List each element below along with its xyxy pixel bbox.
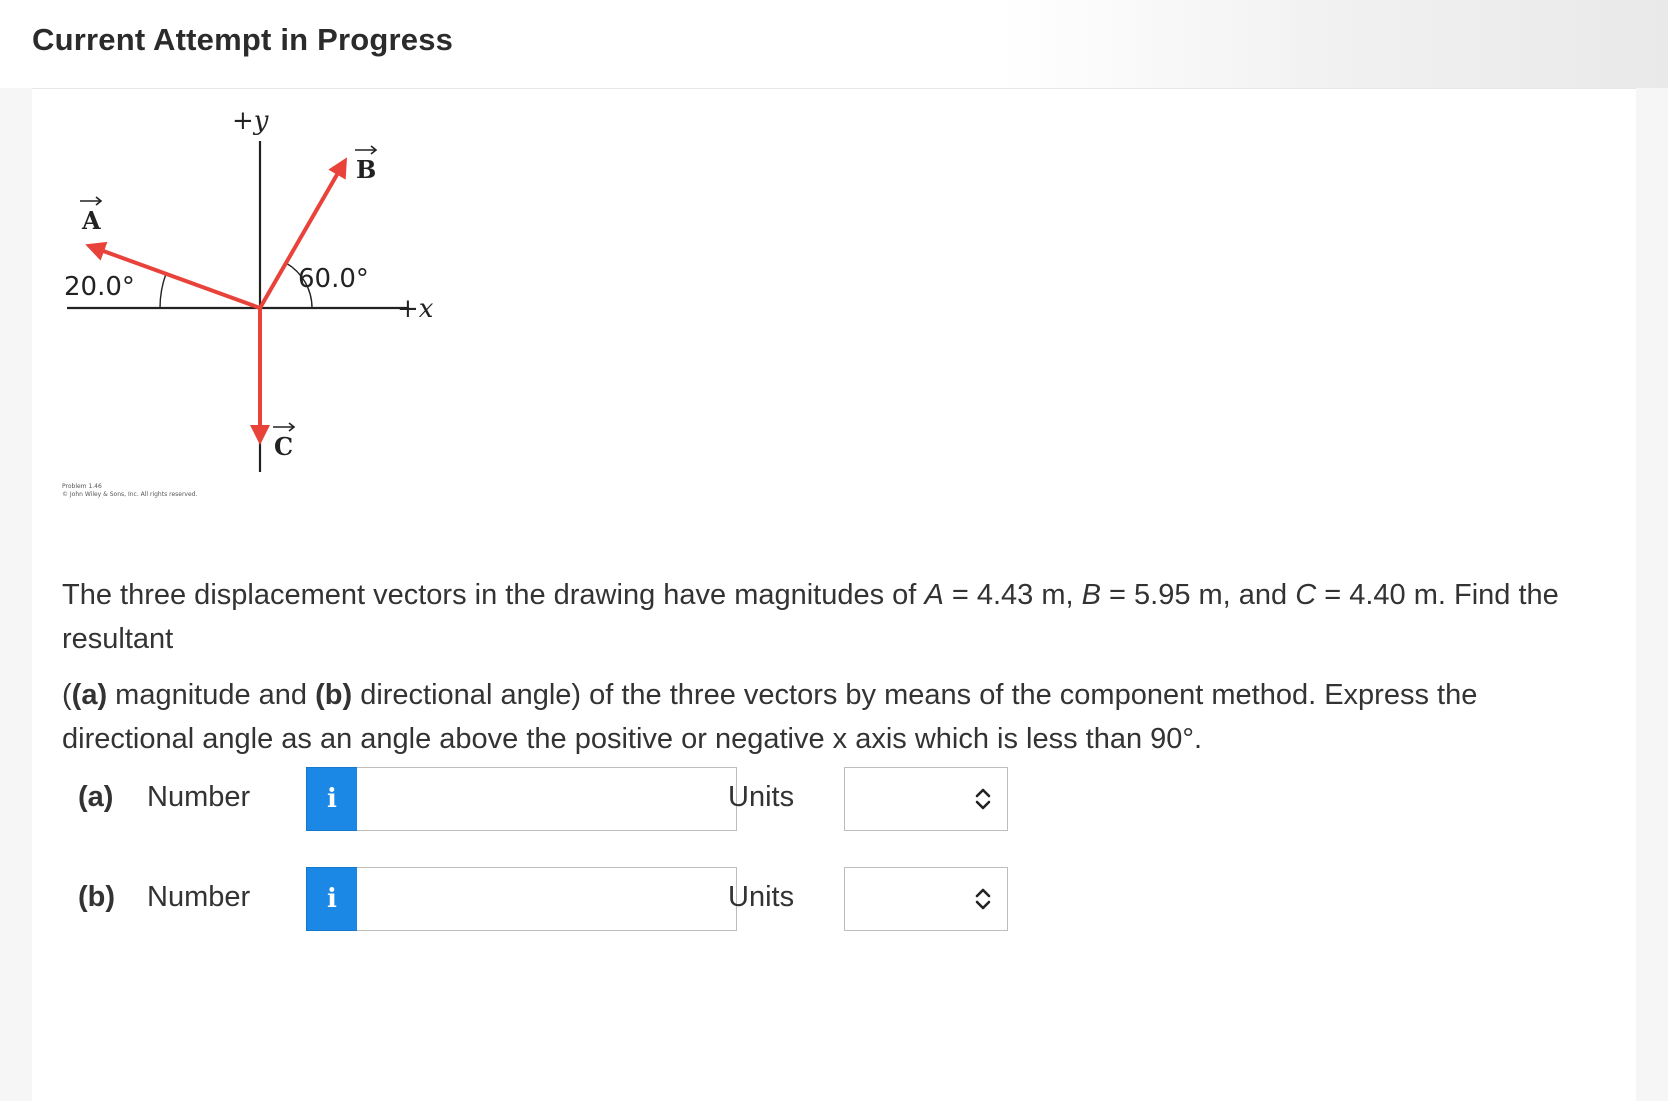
number-label-a: Number bbox=[147, 781, 251, 813]
updown-chevron-icon bbox=[969, 885, 997, 913]
y-axis-label: +y bbox=[232, 106, 269, 136]
vector-a-label bbox=[80, 197, 101, 235]
number-input-a[interactable] bbox=[357, 767, 737, 831]
info-button-a[interactable]: i bbox=[306, 767, 358, 831]
part-b-label: (b) bbox=[78, 881, 116, 913]
question-card bbox=[32, 88, 1636, 1101]
number-input-b[interactable] bbox=[357, 867, 737, 931]
info-button-b[interactable]: i bbox=[306, 867, 358, 931]
vector-c-label bbox=[273, 423, 294, 461]
svg-text:B: B bbox=[356, 155, 377, 184]
problem-paragraph-2: ((a) magnitude and (b) directional angle) of the three vectors by means of the component method. Express the directional angle as an angle above the positive or negative x axis which is less than 90°. bbox=[62, 679, 1478, 755]
problem-paragraph-1: The three displacement vectors in the drawing have magnitudes of A = 4.43 m, B = 5.95 m, and C = 4.40 m. Find the resultant bbox=[62, 579, 1559, 655]
x-axis-label: +x bbox=[397, 294, 434, 324]
angle-arc-a bbox=[160, 274, 166, 308]
vector-diagram bbox=[32, 89, 492, 529]
svg-text:© John Wiley & Sons, Inc. All: © John Wiley & Sons, Inc. All rights reserved. bbox=[62, 491, 198, 498]
units-select-a[interactable] bbox=[844, 767, 1008, 831]
units-select-b[interactable] bbox=[844, 867, 1008, 931]
page-title: Current Attempt in Progress bbox=[32, 22, 454, 57]
units-label-b: Units bbox=[728, 881, 795, 913]
svg-text:Problem 1.46: Problem 1.46 bbox=[62, 483, 102, 490]
figure-credit bbox=[62, 483, 197, 498]
svg-text:C: C bbox=[274, 432, 294, 461]
updown-chevron-icon bbox=[969, 785, 997, 813]
vector-b-label bbox=[355, 146, 376, 184]
svg-text:A: A bbox=[82, 206, 101, 235]
problem-statement bbox=[62, 573, 1562, 761]
angle-b-label: 60.0° bbox=[298, 264, 369, 294]
units-label-a: Units bbox=[728, 781, 795, 813]
number-label-b: Number bbox=[147, 881, 251, 913]
part-a-label: (a) bbox=[78, 781, 114, 813]
angle-a-label: 20.0° bbox=[64, 272, 135, 302]
